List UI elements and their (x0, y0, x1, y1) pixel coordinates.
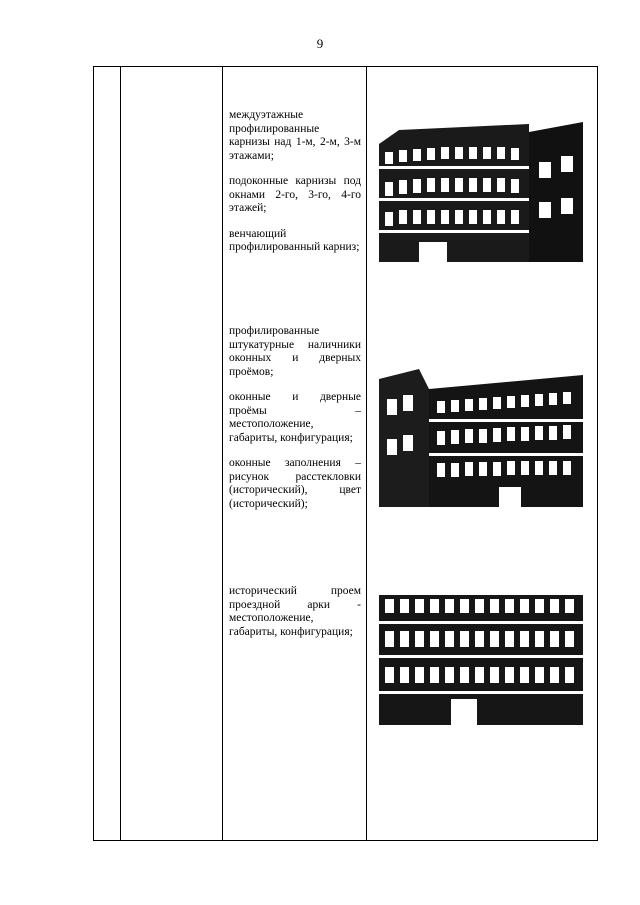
list-item: профилированные штукатурные наличники оконных и дверных проёмов; (229, 325, 361, 378)
building-photo-3 (379, 587, 583, 745)
page-number: 9 (316, 36, 324, 51)
list-item: оконные и дверные проёмы – местоположение, габариты, конфигурация; (229, 391, 361, 444)
list-item: подоконные карнизы под окнами 2-го, 3-го, 4-го этажей; (229, 175, 361, 214)
document-table (93, 66, 598, 841)
text-cell-2 (229, 325, 361, 523)
column-divider-3 (366, 67, 367, 840)
text-cell-3 (229, 585, 361, 651)
building-photo-2 (379, 369, 583, 519)
list-item: междуэтажные профилированные карнизы над 1-м, 2-м, 3-м этажами; (229, 109, 361, 162)
building-photo-1 (379, 122, 583, 274)
list-item: венчающий профилированный карниз; (229, 227, 360, 253)
list-item: оконные заполнения – рисунок расстекловки (исторический), цвет (исторический); (229, 457, 361, 510)
column-divider-2 (222, 67, 223, 840)
list-item: исторический проем проездной арки - местоположение, габариты, конфигурация; (229, 585, 361, 638)
column-divider-1 (120, 67, 121, 840)
text-cell-1 (229, 109, 361, 267)
